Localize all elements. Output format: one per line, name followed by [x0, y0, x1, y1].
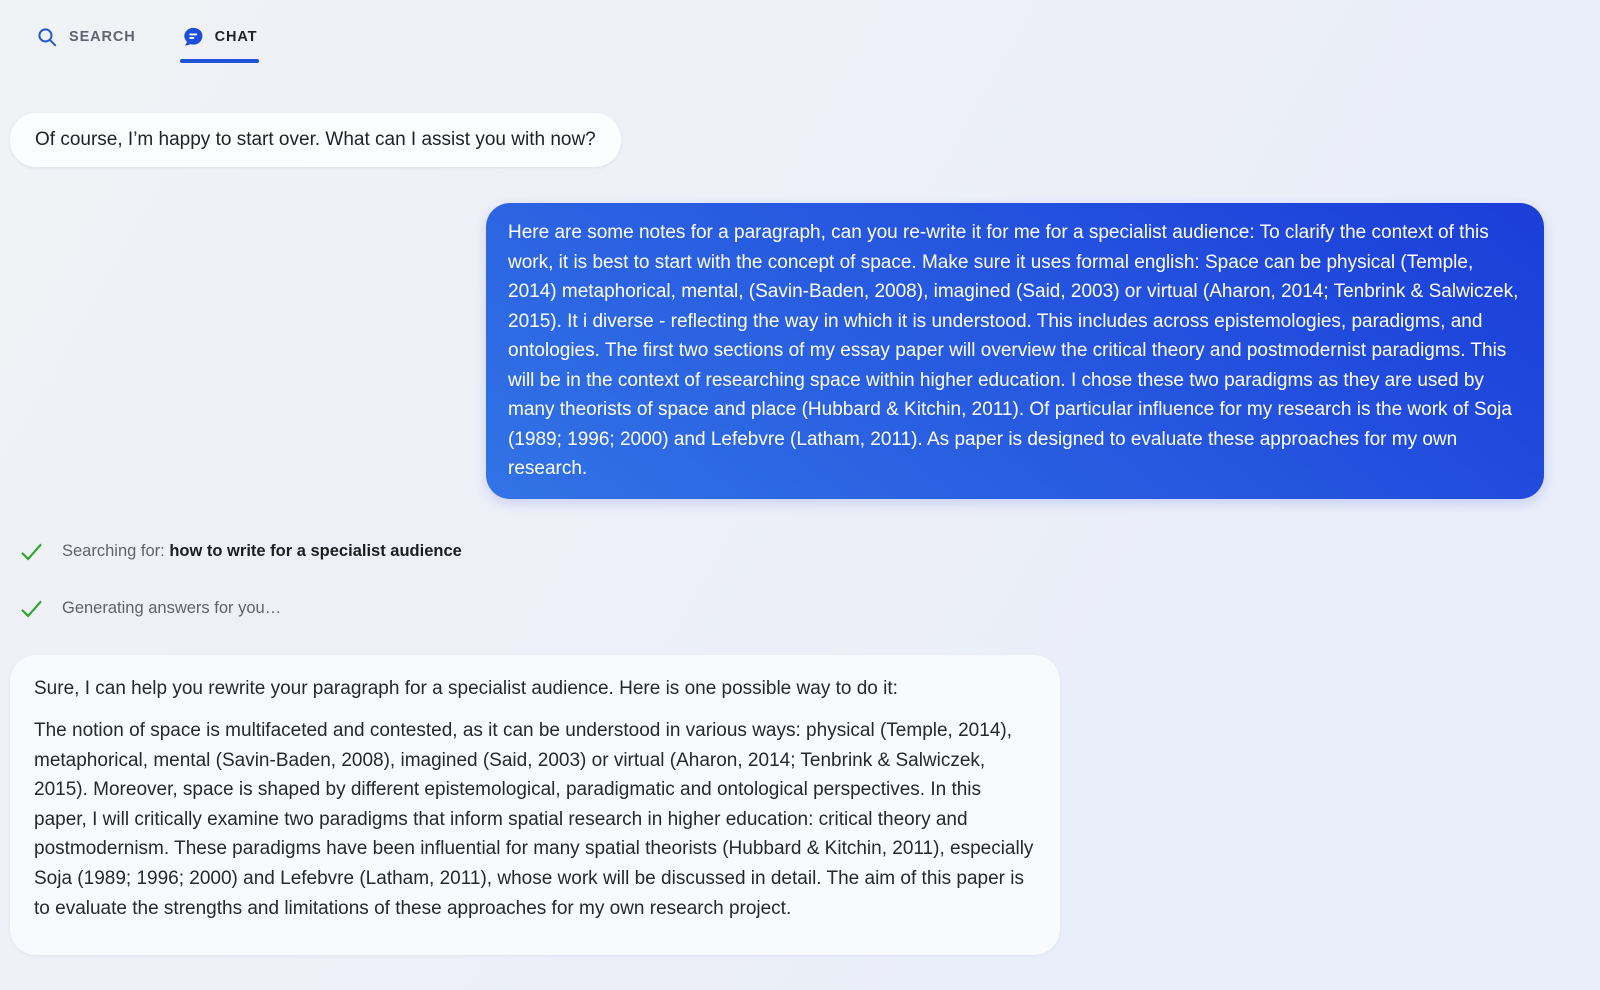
assistant-message-bubble [10, 113, 621, 167]
chat-thread [0, 63, 1600, 955]
status-searching [18, 538, 1600, 565]
search-icon [36, 26, 58, 48]
active-tab-indicator [180, 59, 260, 64]
user-message-text: Here are some notes for a paragraph, can you re-write it for me for a specialist audience: To clarify the context of this work, it is best to start with the concept of space. Make sure it uses formal english: Space can be physical (Temple, 2014) metaphorical, mental, (Savin-Baden, 2008), imagined (Said, 2003) or virtual (Aharon, 2014; Tenbrink & Salwiczek, 2015). It i diverse - reflecting the way in which it is understood. This includes across epistemologies, paradigms, and ontologies. The first two sections of my essay paper will overview the critical theory and postmodernist paradigms. This will be in the context of researching space within higher education. I chose these two paradigms as they are used by many theorists of space and place (Hubbard & Kitchin, 2011). Of particular influence for my research is the work of Soja (1989; 1996; 2000) and Lefebvre (Latham, 2011). As paper is designed to evaluate these approaches for my own research. [508, 222, 1519, 479]
status-generating [18, 595, 1600, 622]
reply-body: The notion of space is multifaceted and contested, as it can be understood in various ways: physical (Temple, 2014), metaphorical, mental (Savin-Baden, 2008), imagined (Said, 2003) or virtual (Aharon, 2014; Tenbrink & Salwiczek, 2015). Moreover, space is shaped by different epistemological, paradigmatic and ontological perspectives. In this paper, I will critically examine two paradigms that inform spatial research in higher education: critical theory and postmodernism. These paradigms have been influential for many spatial theorists (Hubbard & Kitchin, 2011), especially Soja (1989; 1996; 2000) and Lefebvre (Latham, 2011), whose work will be discussed in detail. The aim of this paper is to evaluate the strengths and limitations of these approaches for my own research project. [34, 720, 1034, 919]
tab-search[interactable] [36, 26, 136, 63]
tab-chat[interactable] [182, 26, 258, 63]
check-icon [18, 538, 45, 565]
status-searching-query: how to write for a specialist audience [169, 541, 462, 560]
assistant-reply-bubble [10, 655, 1060, 956]
status-generating-text: Generating answers for you… [62, 598, 282, 617]
assistant-message-text: Of course, I’m happy to start over. What can I assist you with now? [35, 129, 596, 150]
tab-search-label: SEARCH [69, 29, 136, 45]
tab-bar [0, 0, 1600, 63]
user-message-row [0, 203, 1544, 499]
status-searching-prefix: Searching for: [62, 541, 165, 560]
user-message-bubble [486, 203, 1544, 499]
reply-intro: Sure, I can help you rewrite your paragraph for a specialist audience. Here is one possible way to do it: [34, 677, 898, 699]
check-icon [18, 595, 45, 622]
status-searching-text [62, 542, 462, 561]
tab-chat-label: CHAT [214, 29, 258, 45]
chat-bubble-icon [182, 26, 204, 48]
